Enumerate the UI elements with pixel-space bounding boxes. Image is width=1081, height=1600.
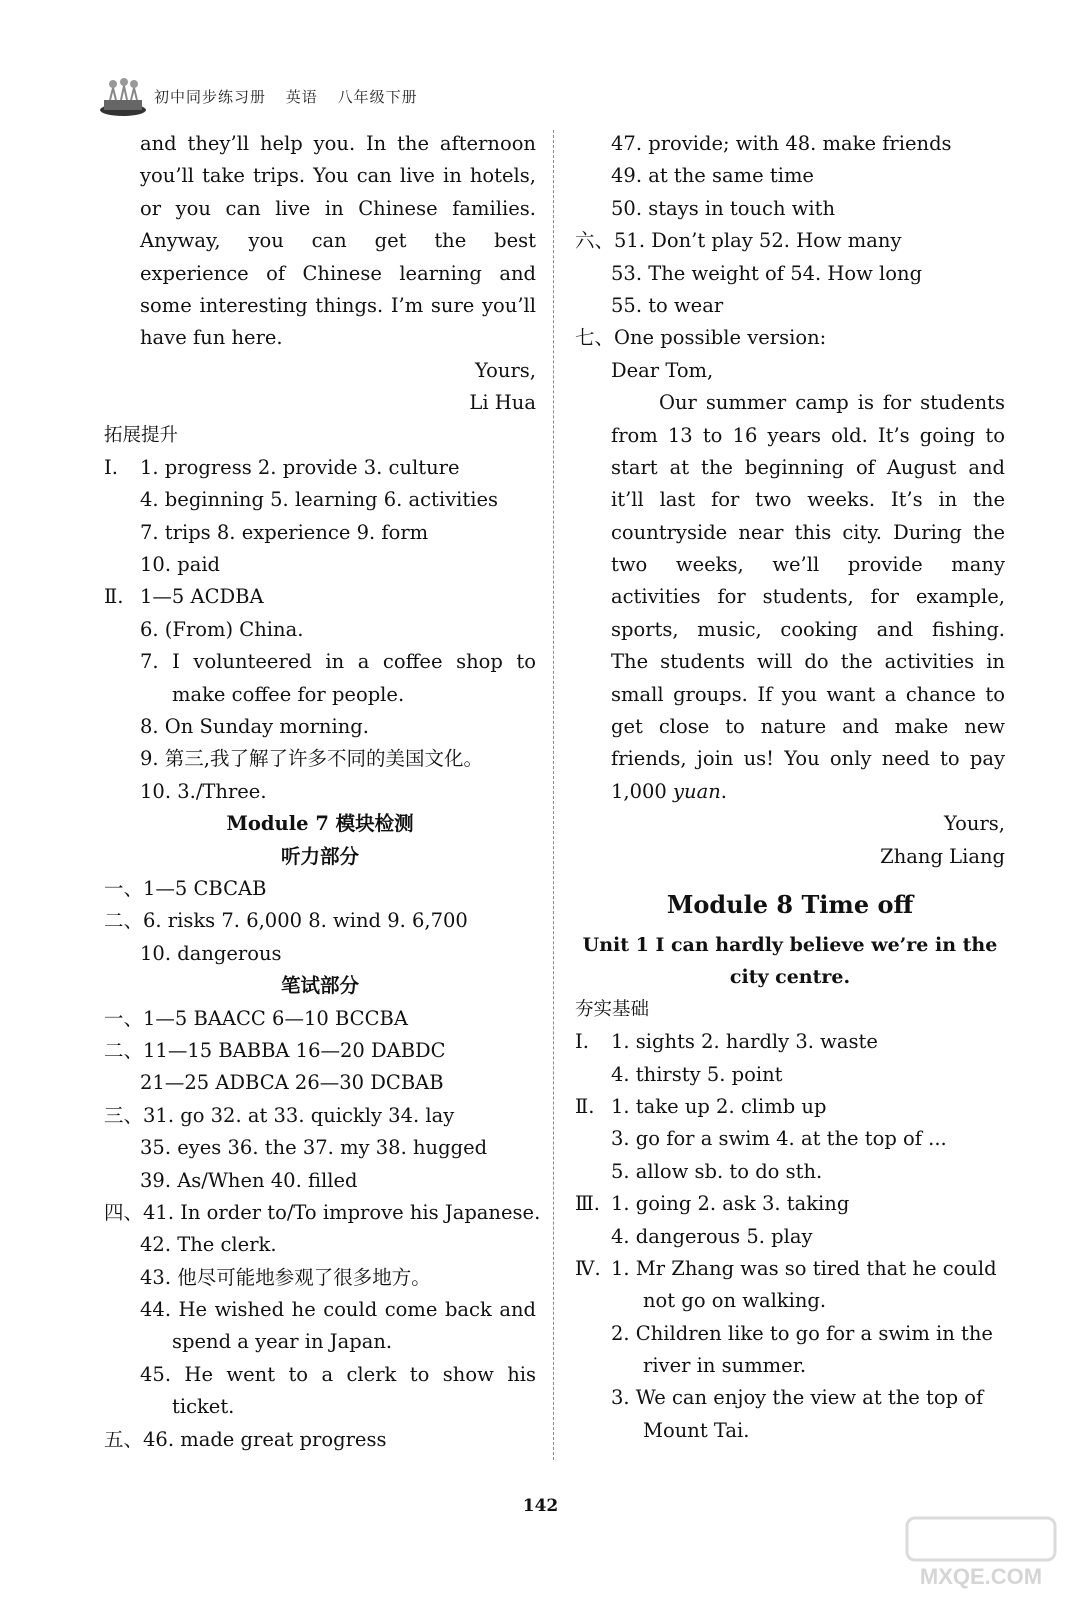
essay-currency: yuan [673,779,721,803]
page-number: 142 [522,1496,559,1516]
letter-line: Anyway, you can get the best [140,229,536,253]
answer-line: 6. (From) China. [140,617,304,641]
unit-title-line2: city centre. [729,966,851,989]
left-column [104,128,541,1456]
answer-line: 1. take up 2. climb up [611,1094,827,1118]
roman-numeral: Ⅱ. [575,1094,595,1118]
answer-line: 五、46. made great progress [104,1427,387,1451]
letter-signature: Li Hua [469,391,536,415]
essay-line: start at the beginning of August and [611,455,1005,479]
answer-line: 四、41. In order to/To improve his Japanese. [104,1200,541,1224]
roman-numeral: Ⅰ. [104,455,118,479]
answer-line: 35. eyes 36. the 37. my 38. hugged [140,1136,488,1160]
unit-title-line1: Unit 1 I can hardly believe we’re in the [582,933,998,956]
column-divider [553,130,554,1460]
answer-line: 六、51. Don’t play 52. How many [575,229,902,253]
answer-line: 9. 第三,我了解了许多不同的美国文化。 [140,747,484,771]
writing-heading: 笔试部分 [280,974,359,998]
roman-numeral: Ⅱ. [104,585,124,609]
answer-line: 4. thirsty 5. point [611,1062,783,1086]
answer-line: 5. allow sb. to do sth. [611,1159,823,1183]
roman-numeral: Ⅳ. [575,1256,601,1280]
answer-line: 42. The clerk. [140,1233,277,1257]
essay-line: friends, join us! You only need to pay [611,747,1005,771]
letter-line: experience of Chinese learning and [140,261,536,285]
answer-line: 3. go for a swim 4. at the top of ... [611,1127,947,1151]
answer-line: not go on walking. [643,1289,827,1313]
roman-numeral: Ⅲ. [575,1192,601,1216]
answer-line: make coffee for people. [172,682,405,706]
answer-line: 1—5 ACDBA [140,585,264,609]
essay-line: sports, music, cooking and fishing. [611,617,1005,641]
answer-line: 55. to wear [611,293,724,317]
essay-line: countryside near this city. During the [611,520,1005,544]
section-heading: 夯实基础 [575,998,650,1020]
watermark-logo-icon [901,1512,1061,1592]
answer-line: 二、11—15 BABBA 16—20 DABDC [104,1038,446,1062]
letter-line: have fun here. [140,326,283,350]
answer-line: 二、6. risks 7. 6,000 8. wind 9. 6,700 [104,909,468,933]
answer-line: Mount Tai. [643,1418,750,1442]
essay-line: it’ll last for two weeks. It’s in the [611,488,1005,512]
answer-line: 7. trips 8. experience 9. form [140,520,429,544]
essay-line: Our summer camp is for students [659,391,1005,415]
answer-line: 1. progress 2. provide 3. culture [140,455,460,479]
essay-line [575,776,1005,808]
answer-line: 39. As/When 40. filled [140,1168,358,1192]
essay-greeting: Dear Tom, [611,358,714,382]
right-column [575,128,1005,1447]
answer-line: river in summer. [643,1354,807,1378]
answer-line: 七、One possible version: [575,326,827,350]
answer-line: 45. He went to a clerk to show his [140,1362,536,1386]
answer-line: 2. Children like to go for a swim in the [611,1321,993,1345]
answer-line: ticket. [172,1395,235,1419]
answer-line: 一、1—5 BAACC 6—10 BCCBA [104,1006,408,1030]
essay-line: small groups. If you want a chance to [611,682,1005,706]
page-header [98,74,498,118]
answer-line: 10. 3./Three. [140,779,267,803]
listening-heading: 听力部分 [280,844,359,868]
letter-line: you’ll take trips. You can live in hotels, [140,164,536,188]
header-title [154,86,432,107]
essay-line: get close to nature and make new [611,715,1005,739]
answer-line: 1. sights 2. hardly 3. waste [611,1030,878,1054]
answer-line: 21—25 ADBCA 26—30 DCBAB [140,1071,444,1095]
essay-period: . [720,779,727,803]
answer-line: 1. going 2. ask 3. taking [611,1192,850,1216]
answer-line: 44. He wished he could come back and [140,1298,536,1322]
letter-line: and they’ll help you. In the afternoon [140,132,536,155]
module7-title: Module 7 模块检测 [226,812,414,836]
essay-line: The students will do the activities in [611,650,1005,674]
answer-line: 1. Mr Zhang was so tired that he could [611,1256,997,1280]
header-subject: 英语 [285,88,318,106]
essay-line: activities for students, for example, [611,585,1005,609]
answer-line: 10. paid [140,553,221,577]
module8-title: Module 8 Time off [666,889,914,919]
answer-line: 4. dangerous 5. play [611,1224,813,1248]
letter-closing: Yours, [474,358,536,382]
answer-line: 49. at the same time [611,164,814,188]
answer-line: 4. beginning 5. learning 6. activities [140,488,498,512]
essay-signature: Zhang Liang [880,844,1005,868]
essay-closing: Yours, [943,812,1005,836]
header-grade: 八年级下册 [337,88,418,106]
essay-line: two weeks, we’ll provide many [611,553,1005,577]
roman-numeral: Ⅰ. [575,1030,589,1054]
svg-text:MXQE.COM: MXQE.COM [919,1564,1043,1589]
answer-line: 3. We can enjoy the view at the top of [611,1386,984,1410]
answer-line: 47. provide; with 48. make friends [611,132,952,155]
letter-line: or you can live in Chinese families. [140,196,536,220]
answer-line: spend a year in Japan. [172,1330,393,1354]
letter-line: some interesting things. I’m sure you’ll [140,293,536,317]
answer-line: 8. On Sunday morning. [140,715,369,739]
answer-line: 53. The weight of 54. How long [611,261,923,285]
answer-line: 一、1—5 CBCAB [104,876,267,900]
answer-line: 10. dangerous [140,941,282,965]
answer-line: 50. stays in touch with [611,196,836,220]
answer-line: 43. 他尽可能地参观了很多地方。 [140,1265,431,1289]
section-heading: 拓展提升 [104,424,179,446]
book-logo-icon [98,74,148,118]
essay-line: from 13 to 16 years old. It’s going to [611,423,1005,447]
header-book: 初中同步练习册 [154,88,267,106]
essay-amount: 1,000 [611,779,674,803]
answer-line: 三、31. go 32. at 33. quickly 34. lay [104,1103,455,1127]
answer-line: 7. I volunteered in a coffee shop to [140,650,536,674]
